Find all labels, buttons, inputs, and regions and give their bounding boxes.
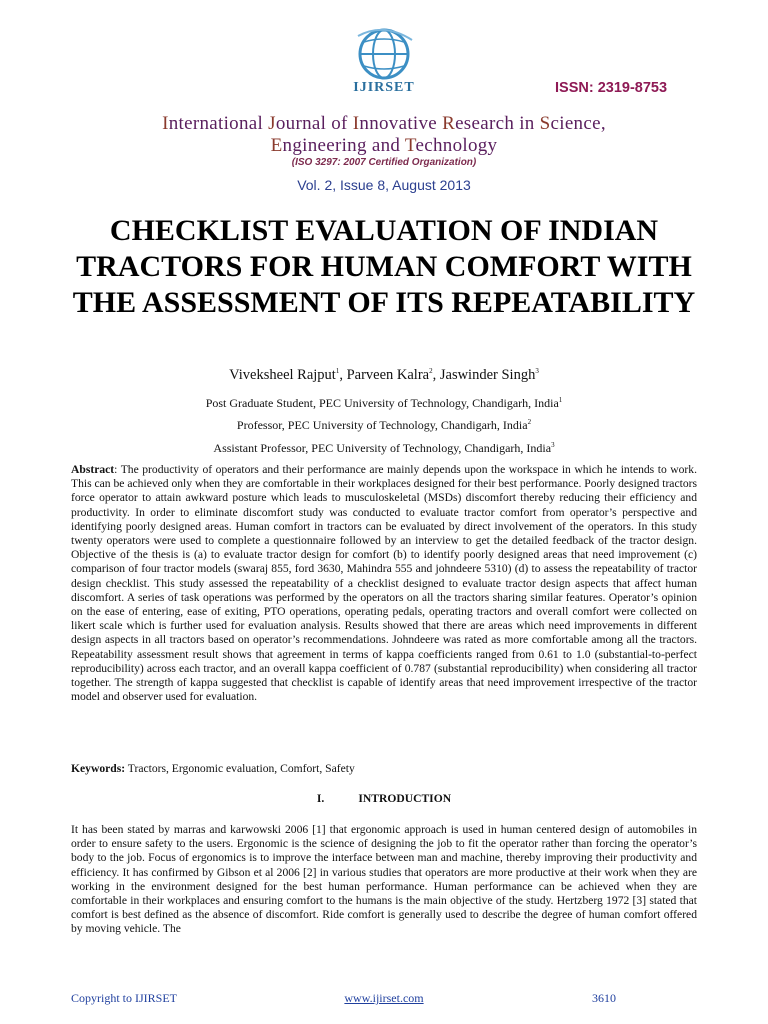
keywords-text: Tractors, Ergonomic evaluation, Comfort, Safety: [125, 762, 355, 775]
issn: ISSN: 2319-8753: [555, 80, 668, 96]
author-name: Parveen Kalra: [346, 367, 430, 383]
paper-title: CHECKLIST EVALUATION OF INDIAN TRACTORS FOR HUMAN COMFORT WITH THE ASSESSMENT OF ITS REPEATABILITY: [72, 214, 696, 319]
author-list: Viveksheel Rajput$^1$, Parveen Kalra$^2$, Jaswinder Singh$^3$: [229, 367, 539, 383]
iso-certification: (ISO 3297: 2007 Certified Organization): [291, 157, 477, 168]
introduction-paragraph: It has been stated by marras and karwowski 2006 [1] that ergonomic approach is used in human centered design of automobiles in order to ensure safety to the users. Ergonomic is the science of designing the job to fit the operator rather than forcing the operator’s body to the job. Focus of ergonomics is to improve the interface between man and machine, thereby improving their productivity and efficiency. It has confirmed by Gibson et al 2006 [2] in various studies that operators are more productive at their work when they are working in the environment designed for the best human performance. Human performance can be achieved when they are comfortable in their workplaces and ensuring comfort to the humans is the main objective of the study. Hertzberg 1972 [3] stated that comfort is best defined as the absence of discomfort. Ride comfort is generally used to describe the degree of human comfort offered by moving vehicle. The: [71, 823, 697, 936]
footer-page-number: 3610: [592, 991, 616, 1005]
keywords: [71, 762, 355, 775]
section-title: INTRODUCTION: [358, 792, 452, 805]
affiliation-3: Assistant Professor, PEC University of Technology, Chandigarh, India$^3$: [213, 441, 555, 455]
affiliation-2: Professor, PEC University of Technology, Chandigarh, India$^2$: [236, 418, 532, 432]
author-name: Jaswinder Singh: [439, 367, 536, 383]
volume-issue: Vol. 2, Issue 8, August 2013: [297, 177, 471, 193]
footer-website-link[interactable]: www.ijirset.com: [344, 991, 424, 1005]
footer-copyright: Copyright to IJIRSET: [71, 991, 178, 1005]
logo-text: IJIRSET: [353, 80, 415, 95]
journal-name-line2: Engineering and Technology: [270, 135, 498, 156]
journal-name-line1: International Journal of Innovative Research in Science,: [162, 113, 606, 134]
author-affiliation-mark: 2: [429, 367, 433, 376]
affiliation-1: Post Graduate Student, PEC University of Technology, Chandigarh, India$^1$: [205, 396, 563, 410]
section-number: I.: [316, 792, 325, 805]
keywords-label: Keywords:: [71, 762, 126, 775]
abstract: [71, 463, 697, 704]
author-affiliation-mark: 3: [535, 367, 539, 376]
abstract-text: : The productivity of operators and their performance are mainly depends upon the workspace in which he intends to work. This can be achieved only when they are comfortable in their workplaces designed for their best performance. Poorly designed tractors force operator to attain awkward posture which leads to musculoskeletal (MSDs) discomfort thereby reducing their efficiency and productivity. In order to eliminate discomfort study was conducted to evaluate tractor comfort from operator’s perspective and identifying poorly designed areas. Human comfort in tractors can be evaluated by direct involvement of the operators. In this study twenty operators were used to complete a questionnaire followed by an interview to get the detailed feedback of the tractor design. Objective of the thesis is (a) to evaluate tractor design for comfort (b) to identify poorly designed areas that need improvement (c) comparison of four tractor models (swaraj 855, ford 3630, Mahindra 555 and johndeere 5310) (d) to assess the repeatability of tractor design checklist. This study assessed the repeatability of a checklist designed to evaluate tractor design aspects that affect human discomfort. A series of task operations was performed by the operators on all the tractors sharing similar features. Operator’s opinion on the ease of entering, ease of exiting, PTO operations, operating pedals, operating tractors and overall comfort were collected on likert scale which is further used for evaluation analysis. Results showed that there are areas which need improvements in different design aspects in all tractors based on operator’s recommendations. Johndeere was rated as more comfortable among all the tractors. Repeatability assessment result shows that agreement in terms of kappa coefficients ranged from 0.61 to 1.0 (substantial-to-perfect reproducibility) across each tractor, and an overall kappa coefficient of 0.787 (substantial reproducibility) when considering all tractor together. The strength of kappa suggested that checklist is capable of identify areas that need improvement irrespective of the tractor model and observer used for evaluation.: [71, 463, 697, 704]
author-name: Viveksheel Rajput: [229, 367, 336, 383]
section-heading-introduction: [0, 792, 768, 805]
author-affiliation-mark: 1: [335, 367, 340, 376]
abstract-label: Abstract: [71, 463, 115, 476]
